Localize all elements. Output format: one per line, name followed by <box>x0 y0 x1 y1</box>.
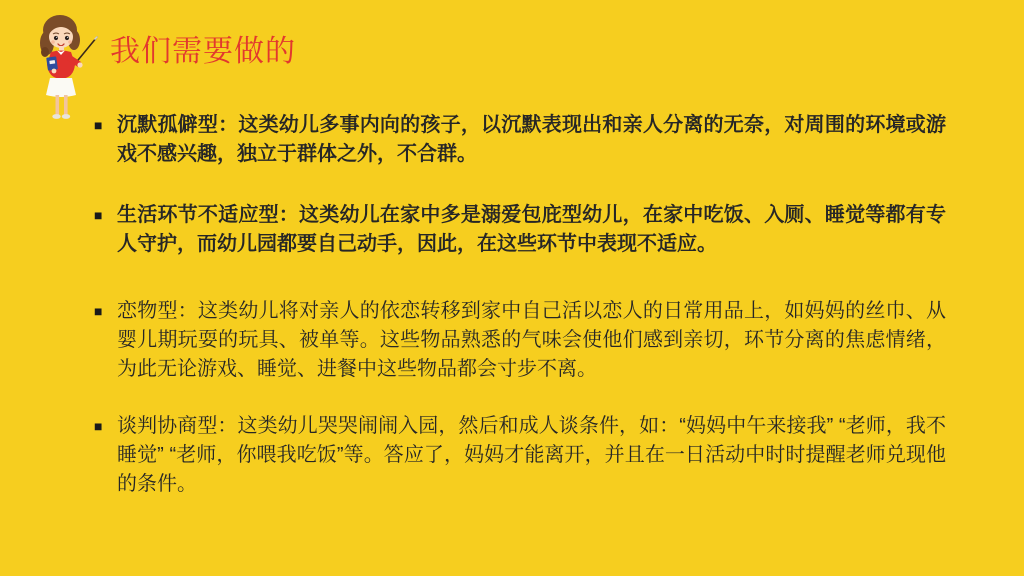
teacher-illustration <box>24 4 102 122</box>
bullet-item-4 <box>94 412 946 499</box>
square-bullet-icon: ■ <box>94 117 103 133</box>
bullet-text-4: 谈判协商型：这类幼儿哭哭闹闹入园，然后和成人谈条件，如：“妈妈中午来接我” “老师，我不睡觉” “老师，你喂我吃饭”等。答应了，妈妈才能离开，并且在一日活动中时时提醒老师兑现他的条件。 <box>117 415 946 495</box>
page-title: 我们需要做的 <box>110 35 296 68</box>
bullet-text-2: 生活环节不适应型：这类幼儿在家中多是溺爱包庇型幼儿，在家中吃饭、入厕、睡觉等都有专人守护，而幼儿园都要自己动手，因此，在这些环节中表现不适应。 <box>117 204 946 255</box>
bullet-text-3: 恋物型：这类幼儿将对亲人的依恋转移到家中自己活以恋人的日常用品上，如妈妈的丝巾、从婴儿期玩耍的玩具、被单等。这些物品熟悉的气味会使他们感到亲切，环节分离的焦虑情绪，为此无论游戏、睡觉、进餐中这些物品都会寸步不离。 <box>117 300 946 380</box>
bullet-item-2 <box>94 201 946 259</box>
square-bullet-icon: ■ <box>94 207 103 223</box>
bullet-list <box>94 111 946 499</box>
bullet-item-3 <box>94 297 946 384</box>
bullet-text-1: 沉默孤僻型：这类幼儿多事内向的孩子，以沉默表现出和亲人分离的无奈，对周围的环境或游戏不感兴趣，独立于群体之外，不合群。 <box>117 114 946 165</box>
square-bullet-icon: ■ <box>94 418 103 434</box>
teacher-cartoon-icon <box>24 4 102 122</box>
square-bullet-icon: ■ <box>94 303 103 319</box>
bullet-item-1 <box>94 111 946 169</box>
